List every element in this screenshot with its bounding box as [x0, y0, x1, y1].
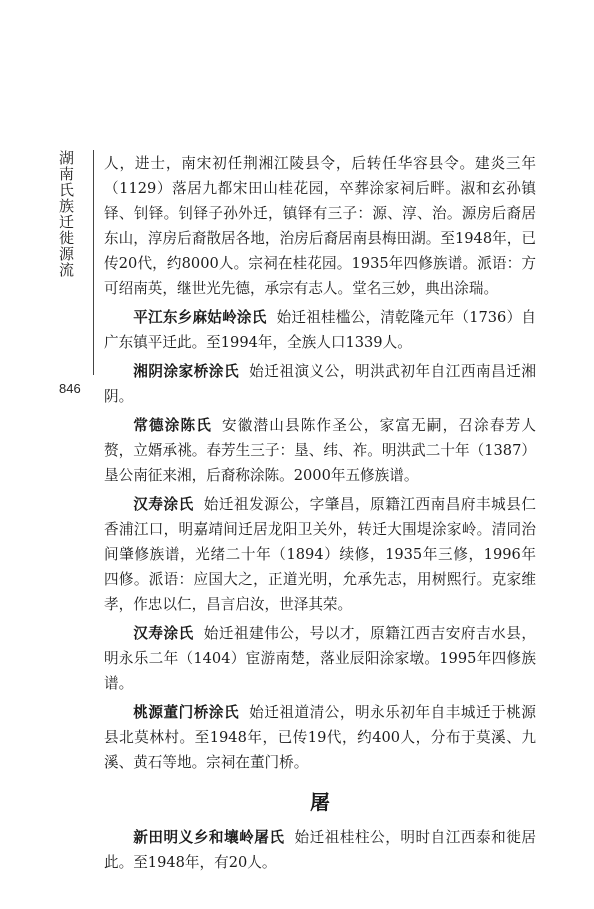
- entry-title: 平江东乡麻姑岭涂氏: [133, 309, 267, 326]
- page-body: [104, 151, 536, 879]
- clan-entry: [104, 700, 536, 775]
- entry-text: 始迁祖发源公，字肇昌，原籍江西南昌府丰城县仁香浦江口，明嘉靖间迁居龙阳卫关外，转迁大围堤涂家岭。清同治间肇修族谱，光绪二十年（1894）续修，1935年三修，1996年四修。派语：应国大之，正道光明，允承先志，用树熙行。克家维孝，作忠以仁，昌言启汝，世泽其荣。: [104, 496, 536, 613]
- entry-title: 常德涂陈氏: [133, 417, 212, 434]
- entry-text: 始迁祖桂柱公，明时自江西泰和徙居此。至1948年，有20人。: [104, 829, 536, 871]
- entry-text: 始迁祖建伟公，号以才，原籍江西吉安府吉水县，明永乐二年（1404）宦游南楚，落业辰阳涂家墩。1995年四修族谱。: [104, 625, 536, 692]
- paragraph-text: 人，进士，南宋初任荆湘江陵县令，后转任华容县令。建炎三年（1129）落居九都宋田山桂花园，卒葬涂家祠后畔。淑和玄孙镇铎、钊铎。钊铎子孙外迁，镇铎有三子：源、淳、治。源房后裔居东山，淳房后裔散居各地，治房后裔居南县梅田湖。至1948年，已传20代，约8000人。宗祠在桂花园。1935年四修族谱。派语：方可绍南英，继世光先德，承宗有志人。堂名三妙，典出涂瑞。: [104, 155, 536, 297]
- entry-text: 始迁祖桂槛公，清乾隆元年（1736）自广东镇平迁此。至1994年，全族人口1339人。: [104, 309, 536, 351]
- clan-entry: [104, 492, 536, 617]
- entry-text: 安徽潜山县陈作圣公，家富无嗣，召涂春芳人赘，立婿承祧。春芳生三子：垦、纬、祚。明洪武二十年（1387）垦公南征来湘，后裔称涂陈。2000年五修族谱。: [104, 417, 536, 484]
- entry-text: 始迁祖道清公，明永乐初年自丰城迁于桃源县北莫林村。至1948年，已传19代，约400人，分布于莫溪、九溪、黄石等地。宗祠在董门桥。: [104, 704, 536, 771]
- paragraph: [104, 151, 536, 301]
- entry-title: 桃源董门桥涂氏: [133, 704, 240, 721]
- clan-entry: [104, 621, 536, 696]
- entry-title: 汉寿涂氏: [133, 625, 194, 642]
- clan-entry: [104, 825, 536, 875]
- surname-heading: 屠: [310, 790, 330, 814]
- page-number: 846: [59, 381, 81, 396]
- entry-title: 新田明义乡和壤岭屠氏: [133, 829, 285, 846]
- clan-entry: [104, 413, 536, 488]
- entry-title: 汉寿涂氏: [133, 496, 194, 513]
- entry-title: 湘阴涂家桥涂氏: [133, 363, 240, 380]
- margin-rule: [93, 150, 94, 375]
- clan-entry: [104, 359, 536, 409]
- entry-text: 始迁祖演义公，明洪武初年自江西南昌迁湘阴。: [104, 363, 536, 405]
- clan-entry: [104, 305, 536, 355]
- running-title: 湖南氏族迁徙源流: [57, 150, 75, 278]
